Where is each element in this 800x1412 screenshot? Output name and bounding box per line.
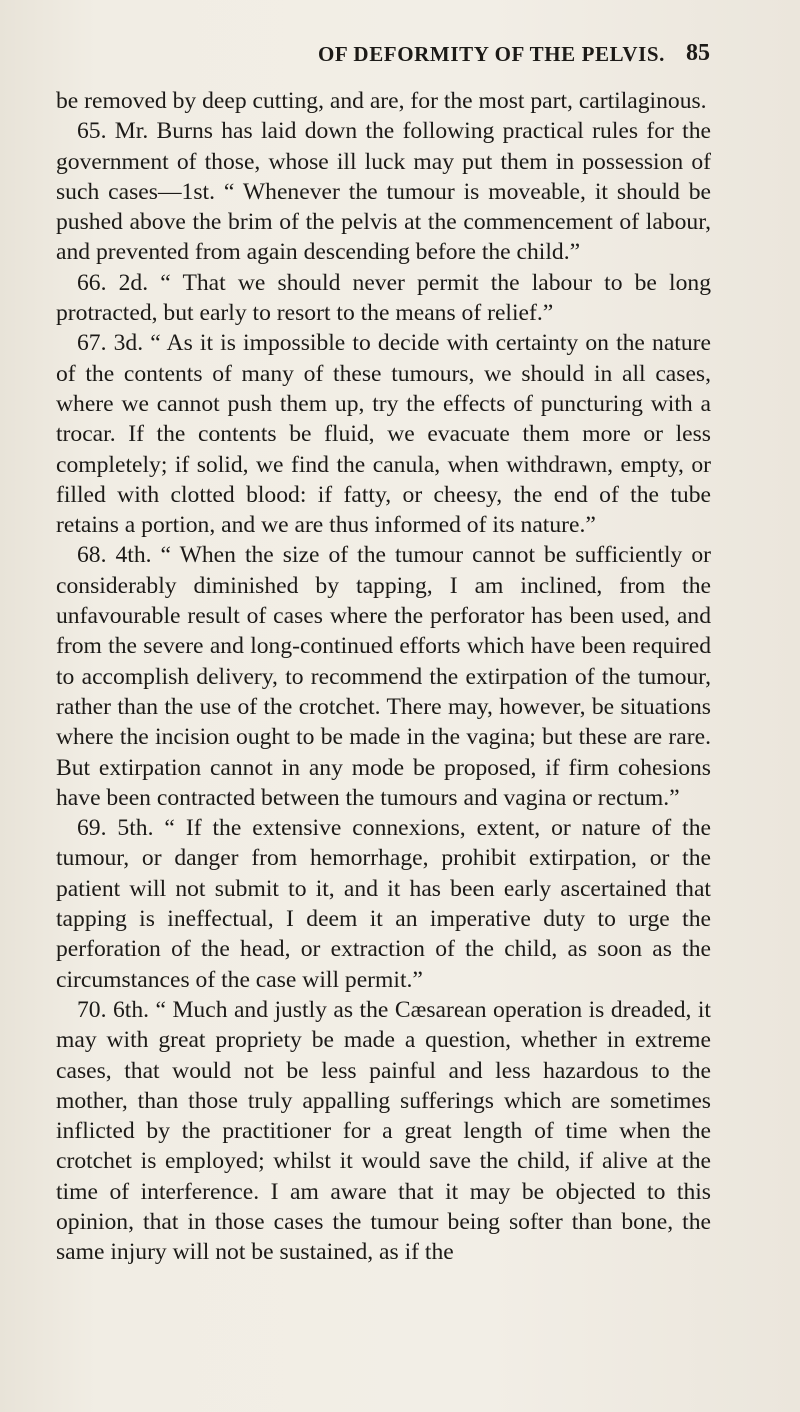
- page-number: 85: [686, 40, 710, 66]
- paragraph-continuation: be removed by deep cutting, and are, for the most part, cartilaginous.: [56, 88, 707, 114]
- running-title: OF DEFORMITY OF THE PELVIS.: [318, 42, 666, 66]
- paragraph-69: 69. 5th. “ If the extensive connexions, extent, or nature of the tumour, or danger from hemorrhage, prohibit extirpation, or the patient will not submit to it, and it has been early ascertained that tapping is ineffectual, I deem it an imperative duty to urge the perforation of the head, or extraction of the child, as soon as the circumstances of the case will permit.”: [56, 815, 711, 993]
- paragraph-67: 67. 3d. “ As it is impossible to decide with certainty on the nature of the contents of many of these tumours, we should in all cases, where we cannot push them up, try the effects of puncturing with a trocar. If the contents be fluid, we evacuate them more or less completely; if solid, we find the canula, when withdrawn, empty, or filled with clotted blood: if fatty, or cheesy, the end of the tube retains a portion, and we are thus informed of its nature.”: [56, 330, 711, 539]
- body-text: [56, 86, 711, 1268]
- paragraph-68: 68. 4th. “ When the size of the tumour cannot be sufficiently or considerably diminished by tapping, I am inclined, from the unfavourable result of cases where the perforator has been used, and from the severe and long-continued efforts which have been required to accomplish delivery, to recommend the extirpation of the tumour, rather than the use of the crotchet. There may, however, be situations where the incision ought to be made in the vagina; but these are rare. But extirpation cannot in any mode be proposed, if firm cohesions have been contracted between the tumours and vagina or rectum.”: [56, 542, 711, 811]
- paragraph-66: 66. 2d. “ That we should never permit the labour to be long protracted, but early to resort to the means of relief.”: [56, 269, 711, 327]
- paragraph-65: 65. Mr. Burns has laid down the following practical rules for the government of those, whose ill luck may put them in possession of such cases—1st. “ Whenever the tumour is moveable, it should be pushed above the brim of the pelvis at the commencement of labour, and prevented from again descending before the child.”: [56, 118, 711, 266]
- paragraph-70: 70. 6th. “ Much and justly as the Cæsarean operation is dreaded, it may with great propriety be made a question, whether in extreme cases, that would not be less painful and less hazardous to the mother, than those truly appalling sufferings which are sometimes inflicted by the practitioner for a great length of time when the crotchet is employed; whilst it would save the child, if alive at the time of interference. I am aware that it may be objected to this opinion, that in those cases the tumour being softer than bone, the same injury will not be sustained, as if the: [56, 996, 711, 1266]
- running-head: [90, 42, 710, 72]
